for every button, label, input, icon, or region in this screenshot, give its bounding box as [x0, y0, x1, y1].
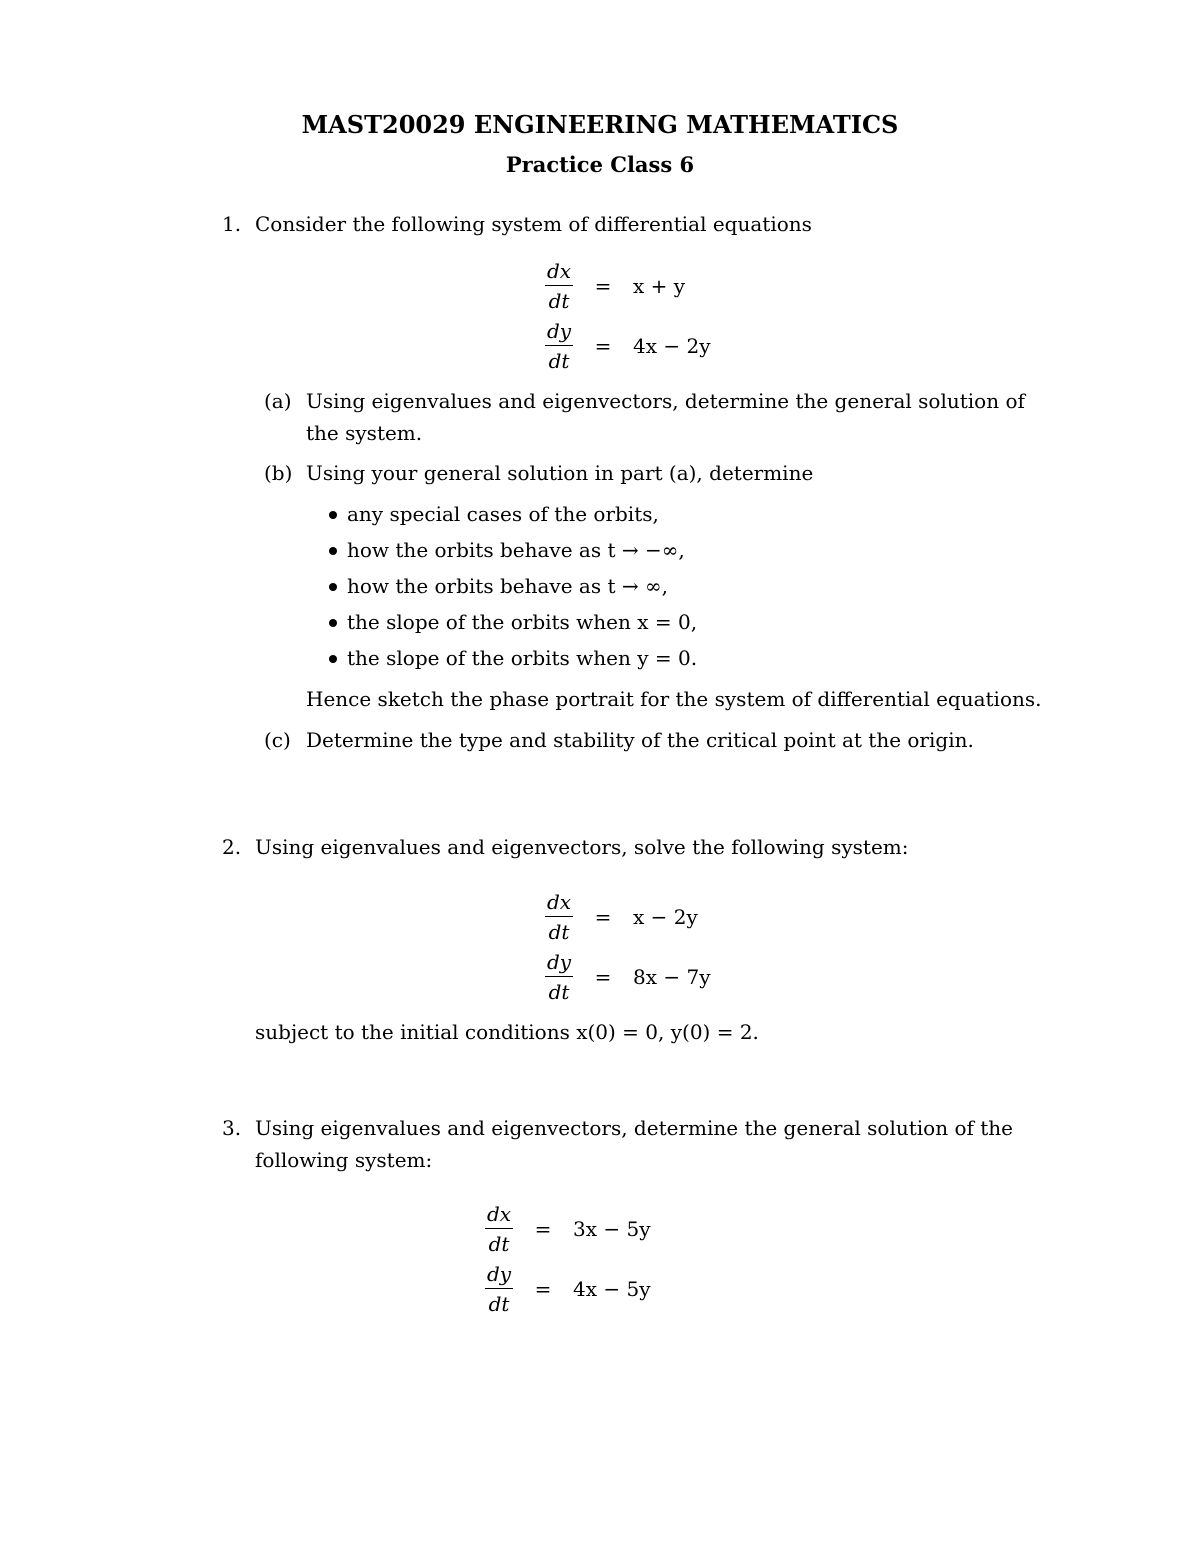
- equation-row: [545, 318, 711, 374]
- equals-sign: =: [594, 965, 612, 989]
- question-1-intro: Consider the following system of differential equations: [255, 212, 812, 236]
- part-a-label: (a): [264, 389, 292, 413]
- fraction-bar: [485, 1288, 513, 1289]
- equals-sign: =: [594, 274, 612, 298]
- document-title: MAST20029 ENGINEERING MATHEMATICS: [301, 110, 899, 139]
- equation-row: [485, 1261, 651, 1317]
- derivative-fraction: [545, 889, 573, 945]
- equation-rhs: 4x − 5y: [573, 1277, 651, 1301]
- part-b-hence: Hence sketch the phase portrait for the system of differential equations.: [306, 687, 1042, 711]
- question-1-number: 1.: [222, 212, 242, 236]
- question-3-number: 3.: [222, 1116, 242, 1140]
- question-2-conditions: subject to the initial conditions x(0) = 0, y(0) = 2.: [255, 1020, 759, 1044]
- bullet-item: how the orbits behave as t → ∞,: [347, 574, 668, 598]
- question-2-number: 2.: [222, 835, 242, 859]
- question-3-line-1: Using eigenvalues and eigenvectors, determine the general solution of the: [255, 1116, 1013, 1140]
- fraction-denominator: dt: [488, 1292, 510, 1316]
- fraction-bar: [485, 1228, 513, 1229]
- equation-row: [545, 949, 711, 1005]
- equation-rhs: x − 2y: [633, 905, 698, 929]
- equals-sign: =: [534, 1277, 552, 1301]
- fraction-numerator: dy: [546, 319, 572, 343]
- equation-rhs: 4x − 2y: [633, 334, 711, 358]
- fraction-numerator: dy: [546, 950, 572, 974]
- fraction-denominator: dt: [548, 920, 570, 944]
- equation-row: [545, 258, 711, 314]
- fraction-numerator: dx: [486, 1202, 512, 1226]
- derivative-fraction: [485, 1261, 513, 1317]
- fraction-bar: [545, 285, 573, 286]
- derivative-fraction: [545, 318, 573, 374]
- bullet-item: how the orbits behave as t → −∞,: [347, 538, 685, 562]
- part-a-line-2: the system.: [306, 421, 423, 445]
- fraction-numerator: dy: [486, 1262, 512, 1286]
- question-3-line-2: following system:: [255, 1148, 433, 1172]
- part-b-text: Using your general solution in part (a), determine: [306, 461, 814, 485]
- fraction-denominator: dt: [548, 980, 570, 1004]
- bullet-dot: [329, 619, 337, 627]
- equation-rhs: x + y: [633, 274, 686, 298]
- question-2-intro: Using eigenvalues and eigenvectors, solve the following system:: [255, 835, 909, 859]
- derivative-fraction: [545, 949, 573, 1005]
- fraction-denominator: dt: [548, 349, 570, 373]
- equation-rhs: 3x − 5y: [573, 1217, 651, 1241]
- equation-row: [545, 889, 711, 945]
- bullet-dot: [329, 511, 337, 519]
- equals-sign: =: [594, 905, 612, 929]
- fraction-bar: [545, 916, 573, 917]
- part-b-label: (b): [264, 461, 293, 485]
- equals-sign: =: [534, 1217, 552, 1241]
- bullet-item: any special cases of the orbits,: [347, 502, 659, 526]
- fraction-denominator: dt: [488, 1232, 510, 1256]
- question-3-system: [485, 1201, 651, 1317]
- question-1-system: [545, 258, 711, 374]
- fraction-numerator: dx: [546, 259, 572, 283]
- equation-rhs: 8x − 7y: [633, 965, 711, 989]
- fraction-bar: [545, 976, 573, 977]
- bullet-dot: [329, 655, 337, 663]
- bullet-dot: [329, 547, 337, 555]
- derivative-fraction: [485, 1201, 513, 1257]
- bullet-item: the slope of the orbits when x = 0,: [347, 610, 698, 634]
- fraction-denominator: dt: [548, 289, 570, 313]
- derivative-fraction: [545, 258, 573, 314]
- document-subtitle: Practice Class 6: [505, 152, 695, 177]
- fraction-bar: [545, 345, 573, 346]
- part-a-line-1: Using eigenvalues and eigenvectors, determine the general solution of: [306, 389, 1025, 413]
- bullet-item: the slope of the orbits when y = 0.: [347, 646, 698, 670]
- question-2-system: [545, 889, 711, 1005]
- equals-sign: =: [594, 334, 612, 358]
- fraction-numerator: dx: [546, 890, 572, 914]
- equation-row: [485, 1201, 651, 1257]
- part-c-text: Determine the type and stability of the critical point at the origin.: [306, 728, 974, 752]
- bullet-dot: [329, 583, 337, 591]
- part-c-label: (c): [264, 728, 291, 752]
